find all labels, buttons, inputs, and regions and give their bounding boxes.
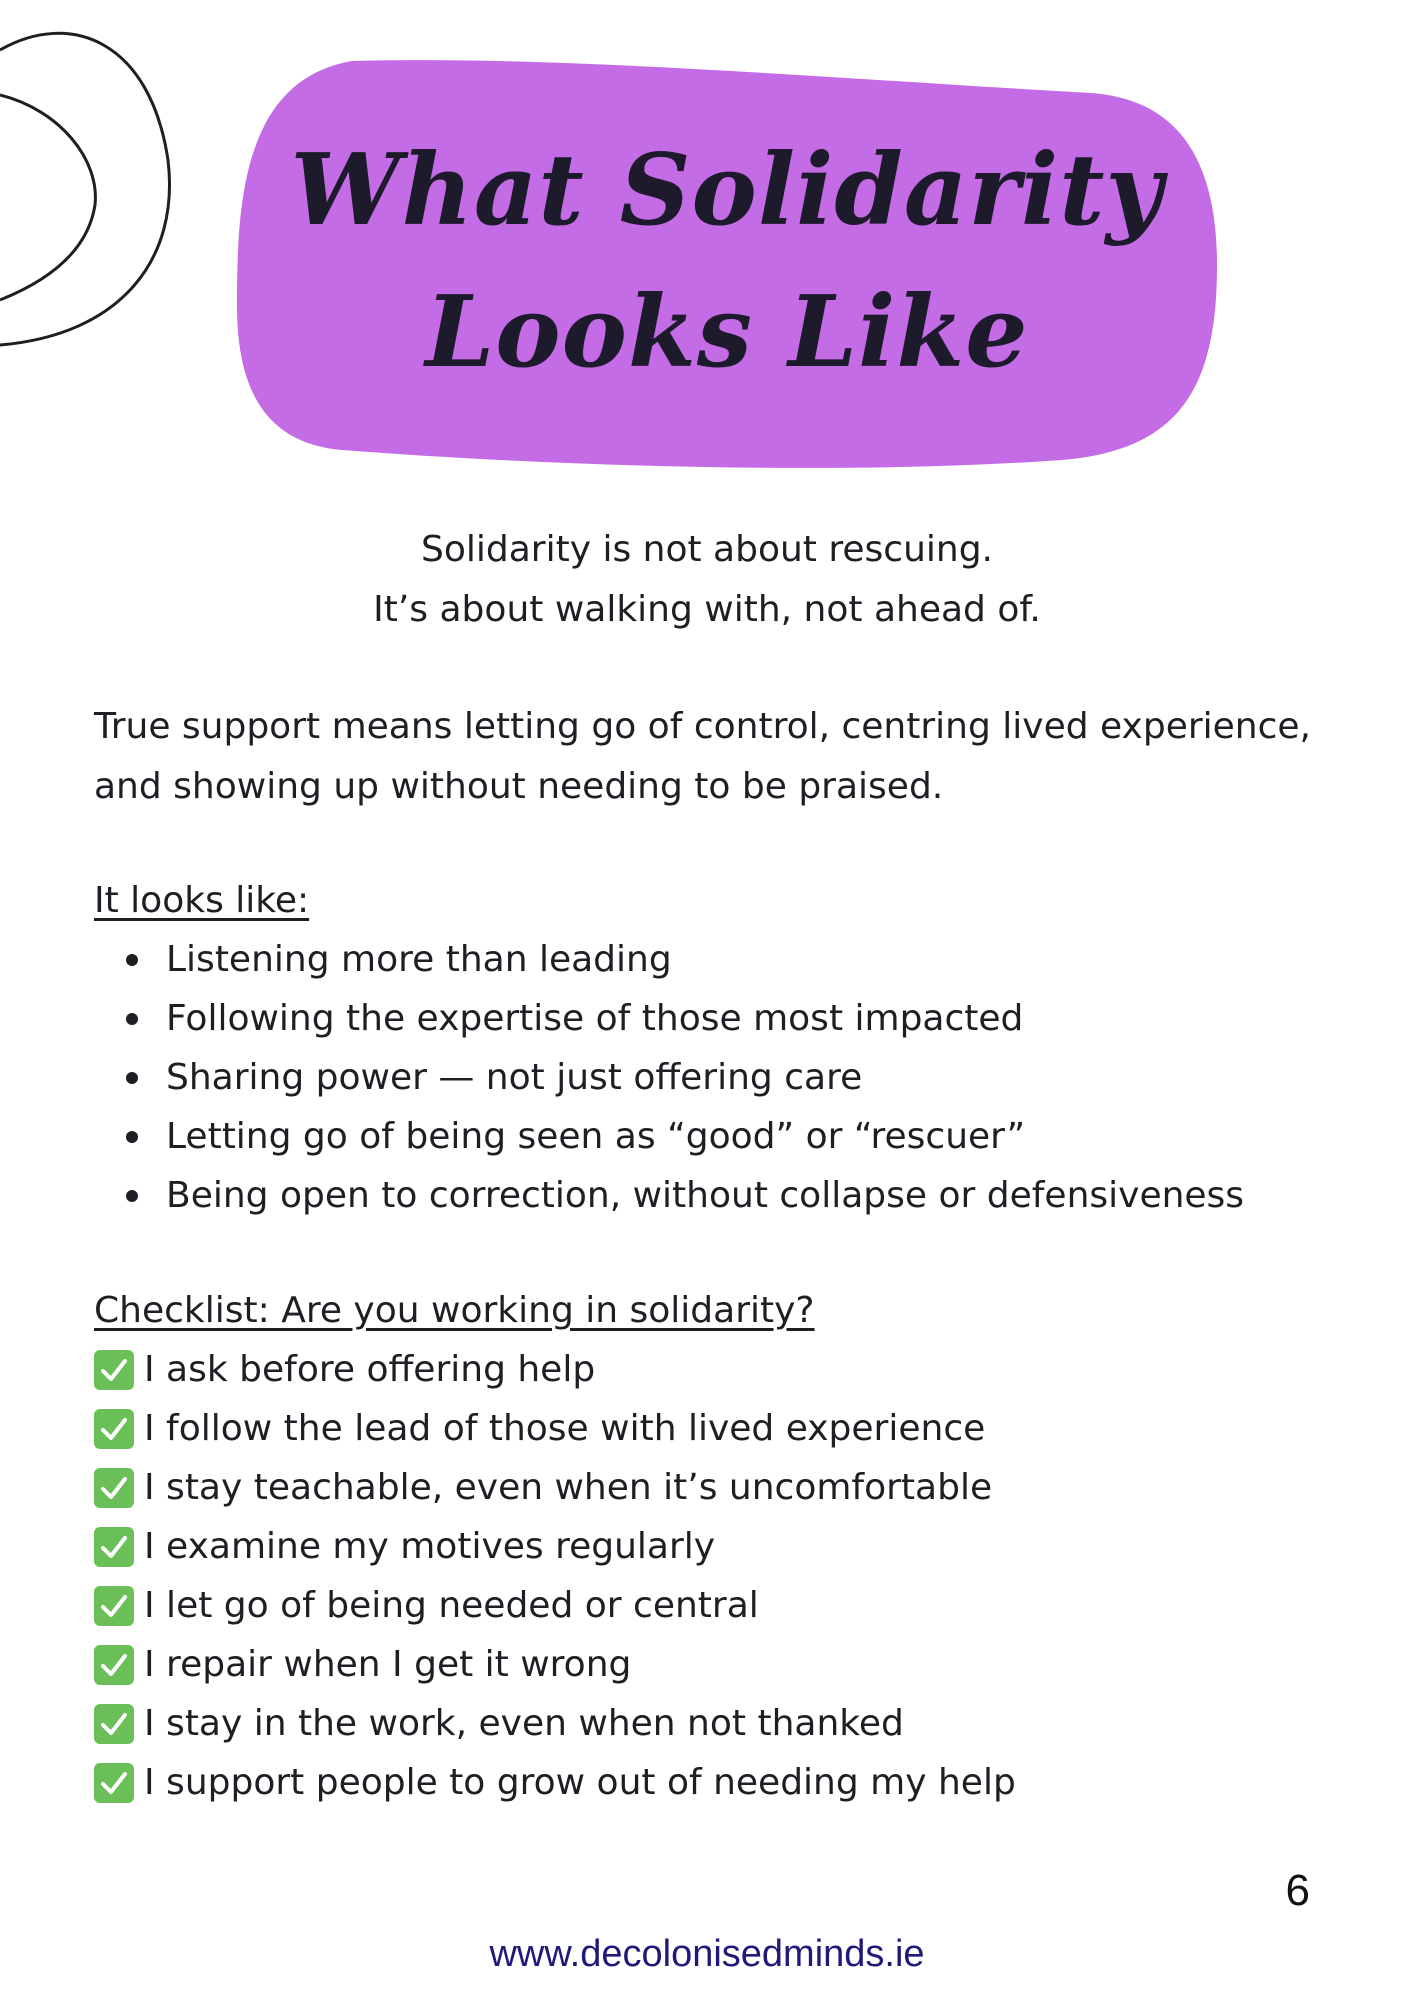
checklist-item bbox=[94, 1340, 1016, 1399]
checklist-item-label: I let go of being needed or central bbox=[144, 1585, 759, 1626]
checklist bbox=[94, 1340, 1016, 1812]
check-mark-icon bbox=[94, 1527, 134, 1567]
page-title bbox=[232, 120, 1222, 404]
checklist-item bbox=[94, 1635, 1016, 1694]
checklist-item-label: I stay teachable, even when it’s uncomfortable bbox=[144, 1467, 993, 1508]
check-mark-icon bbox=[94, 1645, 134, 1685]
intro-line-1: Solidarity is not about rescuing. bbox=[420, 529, 993, 570]
list-item: Being open to correction, without collapse or defensiveness bbox=[94, 1166, 1244, 1225]
check-mark-icon bbox=[94, 1409, 134, 1449]
checklist-item-label: I support people to grow out of needing my help bbox=[144, 1762, 1016, 1803]
website-link[interactable]: www.decolonisedminds.ie bbox=[489, 1933, 925, 1975]
list-item: Letting go of being seen as “good” or “rescuer” bbox=[94, 1107, 1244, 1166]
checklist-item-label: I ask before offering help bbox=[144, 1349, 596, 1390]
checklist-item bbox=[94, 1458, 1016, 1517]
check-mark-icon bbox=[94, 1350, 134, 1390]
title-line-1: What Solidarity bbox=[290, 133, 1164, 248]
list-item: Following the expertise of those most impacted bbox=[94, 989, 1244, 1048]
checklist-heading: Checklist: Are you working in solidarity? bbox=[94, 1290, 815, 1331]
looks-like-list bbox=[94, 930, 1244, 1225]
checklist-item-label: I follow the lead of those with lived experience bbox=[144, 1408, 986, 1449]
checklist-item bbox=[94, 1576, 1016, 1635]
page-number: 6 bbox=[1285, 1866, 1310, 1915]
check-mark-icon bbox=[94, 1704, 134, 1744]
checklist-item bbox=[94, 1753, 1016, 1812]
intro-text bbox=[0, 520, 1414, 640]
checklist-item bbox=[94, 1694, 1016, 1753]
checklist-item bbox=[94, 1517, 1016, 1576]
list-item: Sharing power — not just offering care bbox=[94, 1048, 1244, 1107]
checklist-item-label: I examine my motives regularly bbox=[144, 1526, 716, 1567]
check-mark-icon bbox=[94, 1468, 134, 1508]
checklist-item bbox=[94, 1399, 1016, 1458]
check-mark-icon bbox=[94, 1763, 134, 1803]
check-mark-icon bbox=[94, 1586, 134, 1626]
checklist-item-label: I repair when I get it wrong bbox=[144, 1644, 632, 1685]
decorative-lines bbox=[0, 0, 190, 360]
support-paragraph: True support means letting go of control, centring lived experience, and showing up without needing to be praised. bbox=[94, 706, 1312, 807]
title-line-2: Looks Like bbox=[425, 275, 1029, 390]
checklist-item-label: I stay in the work, even when not thanked bbox=[144, 1703, 904, 1744]
intro-line-2: It’s about walking with, not ahead of. bbox=[373, 589, 1041, 630]
list-item: Listening more than leading bbox=[94, 930, 1244, 989]
looks-like-heading: It looks like: bbox=[94, 880, 310, 921]
